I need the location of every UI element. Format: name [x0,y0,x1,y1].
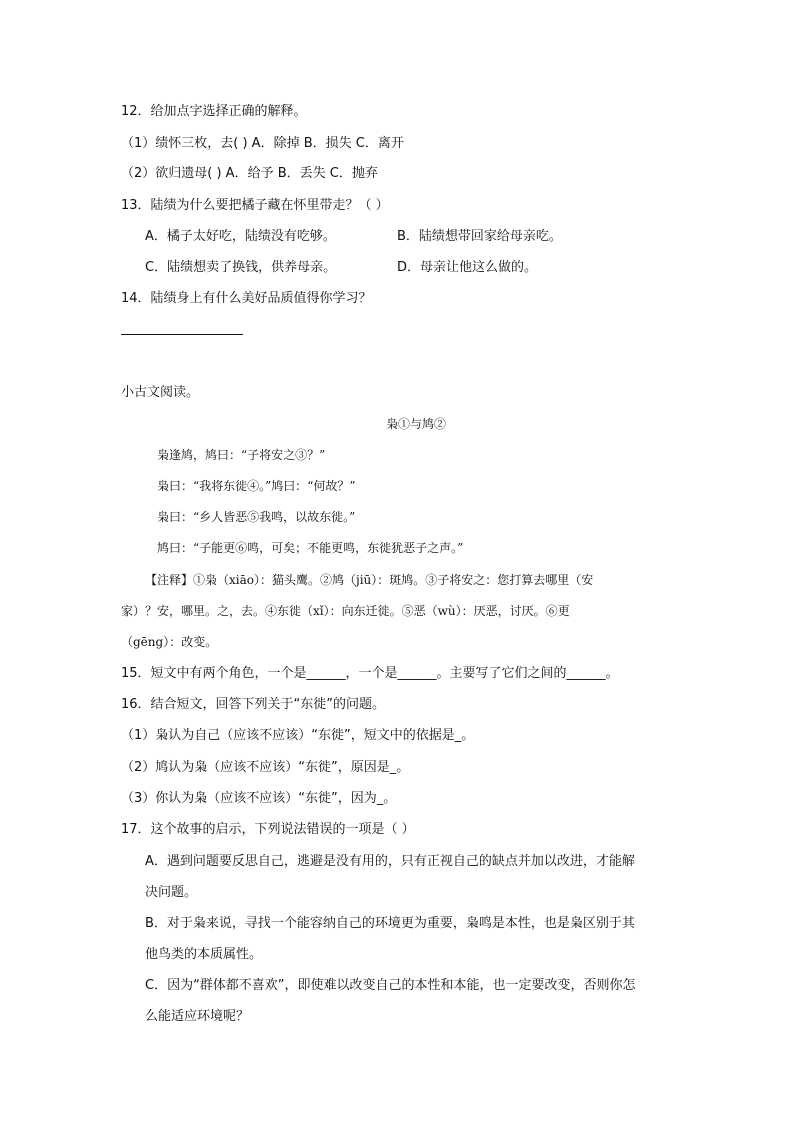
passage-line-1: 枭逢鸠，鸠曰：“子将安之③？” [157,448,326,462]
passage-line-3: 枭曰：“乡人皆恶⑤我鸣，以故东徙。” [157,510,356,524]
q17-option-c-cont: 么能适应环境呢？ [145,1009,250,1024]
q17-option-a: A．遇到问题要反思自己，逃避是没有用的，只有正视自己的缺点并加以改进，才能解 [145,854,635,869]
q15-stem: 15．短文中有两个角色，一个是______，一个是______。主要写了它们之间的______。 [121,666,619,681]
q13-option-d: D．母亲让他这么做的。 [397,260,538,275]
passage-notes-3: （gēng）：改变。 [121,635,218,649]
q12-sub1: （1）绩怀三枚，去( ) A．除掉 B．损失 C．离开 [121,136,404,151]
q14-stem: 14．陆绩身上有什么美好品质值得你学习？ [121,291,372,306]
q16-sub2: （2）鸠认为枭（应该不应该）“东徙”，原因是_。 [121,760,410,775]
passage-notes-1: 【注释】①枭（xiāo）：猫头鹰。②鸠（jiū）：斑鸠。③子将安之：您打算去哪里（安 [145,573,594,587]
q16-stem: 16．结合短文，回答下列关于“东徙”的问题。 [121,697,386,712]
passage-title: 枭①与鸠② [386,417,447,431]
passage-line-4: 鸠曰：“子能更⑥鸣，可矣；不能更鸣，东徙犹恶子之声。” [157,541,464,555]
passage-line-2: 枭曰：“我将东徙④。”鸠曰：“何故？” [157,479,356,493]
q16-sub3: （3）你认为枭（应该不应该）“东徙”，因为_。 [121,791,397,806]
q13-option-b: B．陆绩想带回家给母亲吃。 [397,229,562,244]
q16-sub1: （1）枭认为自己（应该不应该）“东徙”，短文中的依据是_。 [121,728,475,743]
passage-intro: 小古文阅读。 [121,385,200,400]
q17-option-c: C．因为“群体都不喜欢”，即使难以改变自己的本性和本能，也一定要改变，否则你怎 [145,978,636,993]
passage-notes-2: 家）？安，哪里。之，去。④东徙（xǐ）：向东迁徙。⑤恶（wù）：厌恶，讨厌。⑥更 [121,604,570,618]
q13-option-c: C．陆绩想卖了换钱，供养母亲。 [145,260,337,275]
q17-option-b-cont: 他鸟类的本质属性。 [145,947,263,962]
q12-sub2: （2）欲归遗母( ) A．给予 B．丢失 C．抛弃 [121,166,378,181]
q17-stem: 17．这个故事的启示，下列说法错误的一项是（ ） [121,822,415,837]
q13-option-a: A．橘子太好吃，陆绩没有吃够。 [145,229,336,244]
q17-option-a-cont: 决问题。 [145,885,198,900]
q17-option-b: B．对于枭来说，寻找一个能容纳自己的环境更为重要，枭鸣是本性，也是枭区别于其 [145,916,635,931]
q12-stem: 12．给加点字选择正确的解释。 [121,104,307,119]
q13-stem: 13．陆绩为什么要把橘子藏在怀里带走？（ ） [121,198,389,213]
q14-answer-line [121,334,243,335]
